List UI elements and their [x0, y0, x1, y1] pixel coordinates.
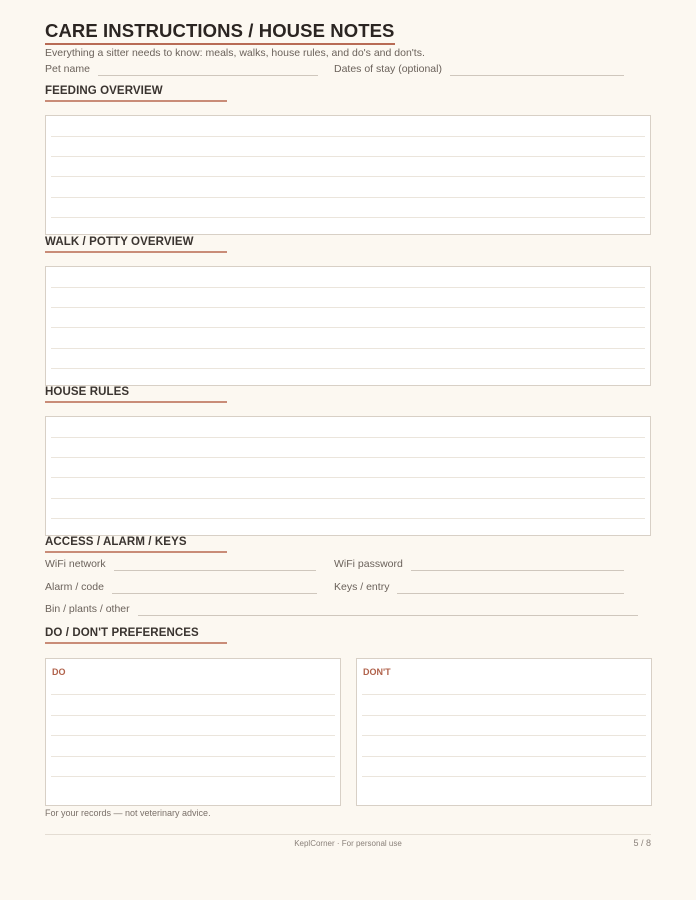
alarm-code-label: Alarm / code — [45, 581, 104, 593]
writing-line — [362, 694, 646, 695]
writing-line — [51, 756, 335, 757]
writing-line — [51, 287, 645, 288]
writing-line — [51, 715, 335, 716]
page-subtitle: Everything a sitter needs to know: meals, walks, house rules, and do's and don'ts. — [45, 47, 425, 59]
bin-plants-label: Bin / plants / other — [45, 603, 130, 615]
writing-line — [51, 735, 335, 736]
writing-line — [51, 518, 645, 519]
dont-column-heading: DON'T — [363, 667, 391, 677]
writing-line — [51, 437, 645, 438]
keys-entry-label: Keys / entry — [334, 581, 390, 593]
section-access-heading: ACCESS / ALARM / KEYS — [45, 536, 227, 553]
bin-plants-line[interactable] — [138, 605, 638, 616]
writing-line — [51, 307, 645, 308]
wifi-password-label: WiFi password — [334, 558, 403, 570]
writing-line — [51, 457, 645, 458]
page-number: 5 / 8 — [633, 838, 651, 848]
do-column-heading: DO — [52, 667, 66, 677]
writing-line — [362, 756, 646, 757]
writing-line — [51, 217, 645, 218]
wifi-password-line[interactable] — [411, 560, 624, 571]
section-feeding-heading: FEEDING OVERVIEW — [45, 85, 227, 102]
do-column-box[interactable] — [45, 658, 341, 806]
section-do-dont-heading: DO / DON'T PREFERENCES — [45, 627, 227, 644]
dates-of-stay-label: Dates of stay (optional) — [334, 63, 442, 75]
wifi-network-field[interactable] — [45, 557, 316, 571]
writing-line — [51, 348, 645, 349]
writing-line — [51, 776, 335, 777]
dates-of-stay-field[interactable] — [334, 62, 624, 76]
wifi-network-line[interactable] — [114, 560, 316, 571]
writing-line — [362, 735, 646, 736]
writing-line — [51, 498, 645, 499]
writing-line — [51, 176, 645, 177]
dont-column-box[interactable] — [356, 658, 652, 806]
alarm-code-line[interactable] — [112, 583, 317, 594]
wifi-network-label: WiFi network — [45, 558, 106, 570]
writing-line — [362, 715, 646, 716]
section-house-rules-heading: HOUSE RULES — [45, 386, 227, 403]
writing-line — [51, 477, 645, 478]
house-rules-box[interactable] — [45, 416, 651, 536]
feeding-notes-box[interactable] — [45, 115, 651, 235]
writing-line — [51, 368, 645, 369]
wifi-password-field[interactable] — [334, 557, 624, 571]
dates-of-stay-line[interactable] — [450, 65, 624, 76]
writing-line — [51, 136, 645, 137]
walk-notes-box[interactable] — [45, 266, 651, 386]
pet-name-label: Pet name — [45, 63, 90, 75]
writing-line — [362, 776, 646, 777]
care-instructions-page — [45, 0, 651, 900]
writing-line — [51, 156, 645, 157]
keys-entry-field[interactable] — [334, 580, 624, 594]
writing-line — [51, 197, 645, 198]
page-title: CARE INSTRUCTIONS / HOUSE NOTES — [45, 20, 395, 45]
pet-name-field[interactable] — [45, 62, 318, 76]
section-walk-heading: WALK / POTTY OVERVIEW — [45, 236, 227, 253]
writing-line — [51, 327, 645, 328]
alarm-code-field[interactable] — [45, 580, 317, 594]
writing-line — [51, 694, 335, 695]
footer-brand: KeplCorner · For personal use — [294, 839, 402, 848]
pet-name-line[interactable] — [98, 65, 318, 76]
footer-divider — [45, 834, 651, 835]
keys-entry-line[interactable] — [397, 583, 624, 594]
disclaimer-note: For your records — not veterinary advice. — [45, 808, 211, 818]
bin-plants-field[interactable] — [45, 602, 638, 616]
